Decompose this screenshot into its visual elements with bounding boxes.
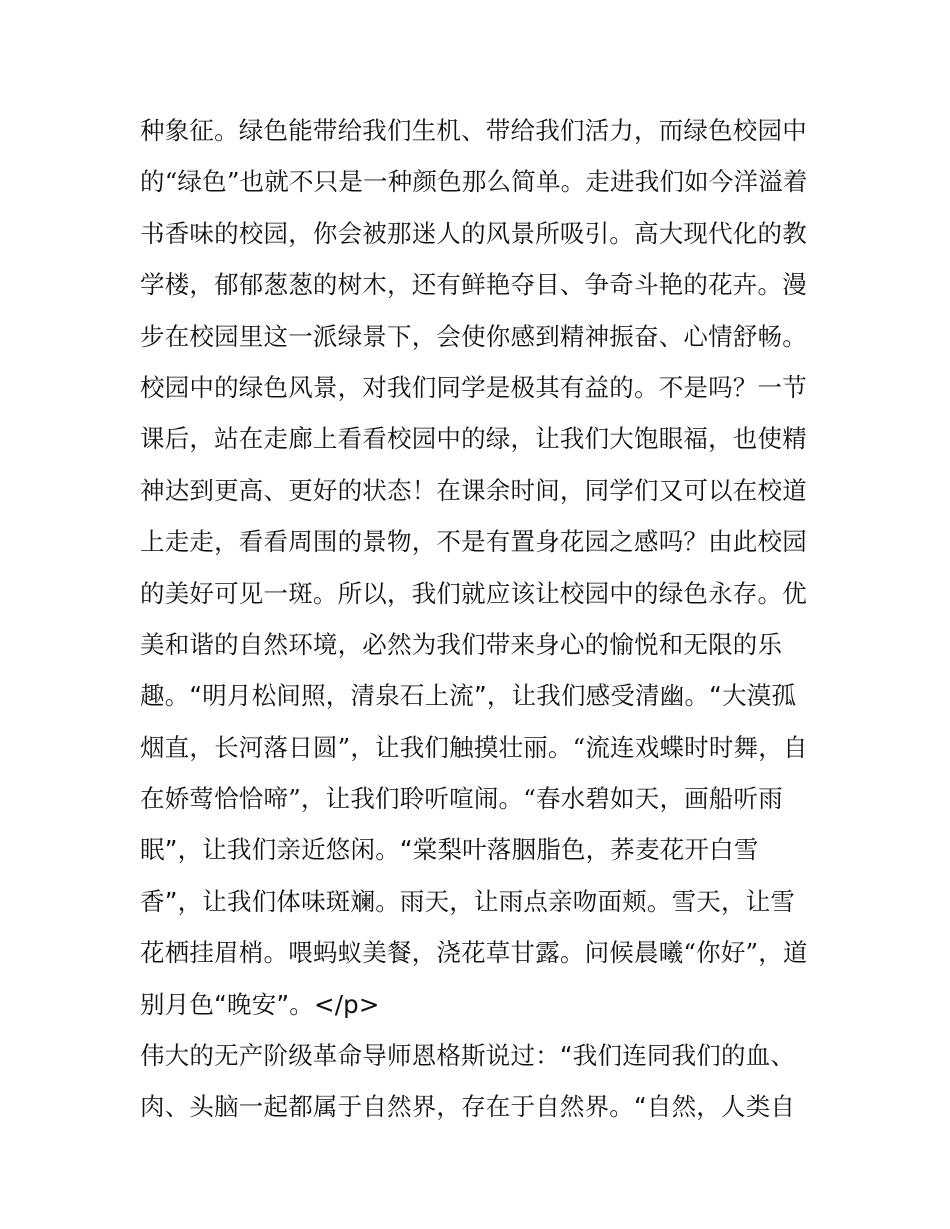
text-line: 神达到更高、更好的状态！在课余时间，同学们又可以在校道	[140, 475, 807, 505]
text-line: 别月色“晚安”。</p>	[140, 989, 380, 1019]
article-body	[140, 105, 820, 1133]
text-line: 书香味的校园，你会被那迷人的风景所吸引。高大现代化的教	[140, 218, 807, 248]
text-line: 的“绿色”也就不只是一种颜色那么简单。走进我们如今洋溢着	[140, 167, 808, 197]
text-line: 香”，让我们体味斑斓。雨天，让雨点亲吻面颊。雪天，让雪	[140, 886, 796, 916]
text-line: 美和谐的自然环境，必然为我们带来身心的愉悦和无限的乐	[140, 629, 783, 659]
text-line: 在娇莺恰恰啼”，让我们聆听喧闹。“春水碧如天，画船听雨	[140, 784, 783, 814]
text-line: 步在校园里这一派绿景下，会使你感到精神振奋、心情舒畅。	[140, 321, 807, 351]
text-line: 上走走，看看周围的景物，不是有置身花园之感吗？由此校园	[140, 527, 807, 557]
text-line: 校园中的绿色风景，对我们同学是极其有益的。不是吗？一节	[140, 372, 807, 402]
text-line: 趣。“明月松间照，清泉石上流”，让我们感受清幽。“大漠孤	[140, 681, 797, 711]
text-line: 的美好可见一斑。所以，我们就应该让校园中的绿色永存。优	[140, 578, 807, 608]
text-line: 课后，站在走廊上看看校园中的绿，让我们大饱眼福，也使精	[140, 424, 807, 454]
text-line: 种象征。绿色能带给我们生机、带给我们活力，而绿色校园中	[140, 116, 807, 145]
text-line: 肉、头脑一起都属于自然界，存在于自然界。“自然，人类自	[140, 1092, 796, 1122]
text-line: 花栖挂眉梢。喂蚂蚁美餐，浇花草甘露。问候晨曦“你好”，道	[140, 938, 808, 968]
text-line: 烟直，长河落日圆”，让我们触摸壮丽。“流连戏蝶时时舞，自	[140, 732, 808, 762]
text-line: 学楼，郁郁葱葱的树木，还有鲜艳夺目、争奇斗艳的花卉。漫	[140, 270, 807, 300]
text-line: 眠”，让我们亲近悠闲。“棠梨叶落胭脂色，荞麦花开白雪	[140, 835, 759, 865]
text-line: 伟大的无产阶级革命导师恩格斯说过：“我们连同我们的血、	[140, 1041, 796, 1071]
